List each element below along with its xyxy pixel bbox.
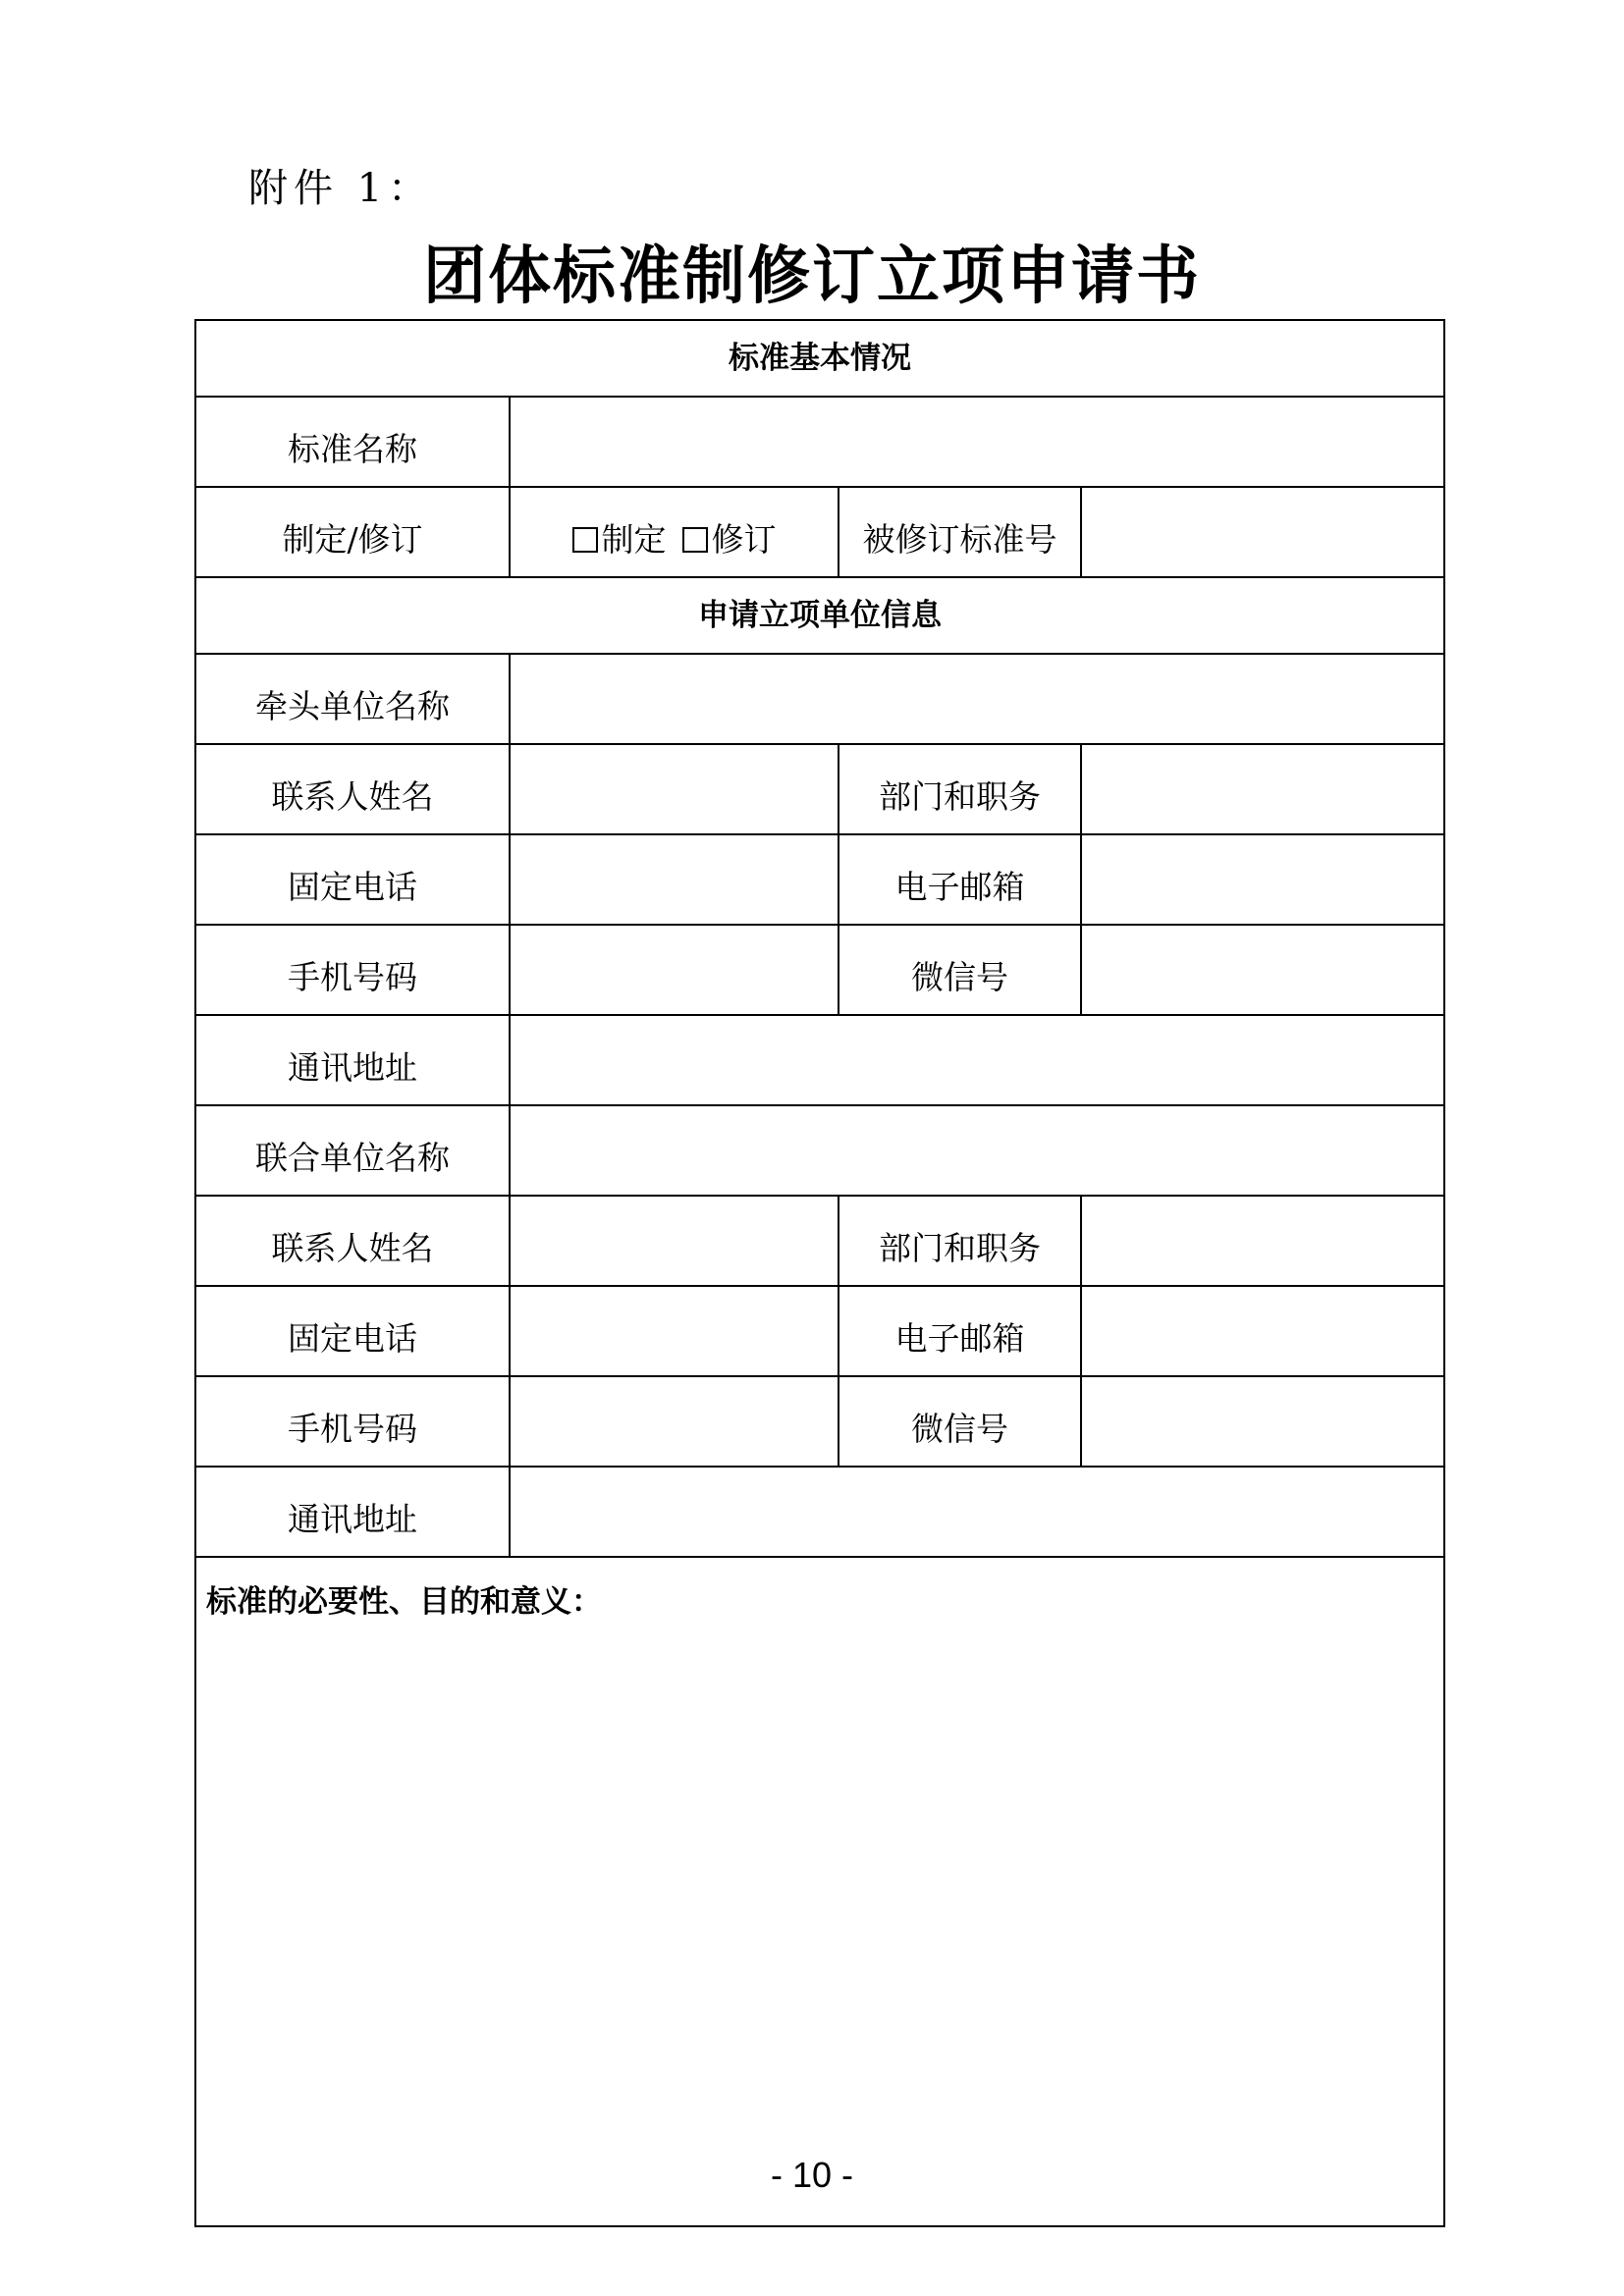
joint-mobile-label: 手机号码 bbox=[195, 1376, 510, 1467]
lead-wechat-label: 微信号 bbox=[839, 925, 1081, 1015]
joint-mobile-field[interactable] bbox=[510, 1376, 839, 1467]
joint-email-label: 电子邮箱 bbox=[839, 1286, 1081, 1376]
purpose-label: 标准的必要性、目的和意义： bbox=[206, 1584, 602, 1620]
standard-name-label: 标准名称 bbox=[195, 397, 510, 487]
application-form-table bbox=[194, 319, 1445, 2227]
joint-phone-label: 固定电话 bbox=[195, 1286, 510, 1376]
lead-email-label: 电子邮箱 bbox=[839, 834, 1081, 925]
lead-email-field[interactable] bbox=[1081, 834, 1444, 925]
checkbox-formulate[interactable] bbox=[572, 527, 598, 553]
joint-phone-row bbox=[195, 1286, 1444, 1376]
section-applicant-row bbox=[195, 577, 1444, 654]
revise-type-row bbox=[195, 487, 1444, 577]
section-basic-row bbox=[195, 320, 1444, 397]
attachment-label: 附件 1： bbox=[248, 166, 434, 211]
lead-unit-field[interactable] bbox=[510, 654, 1444, 744]
lead-mobile-label: 手机号码 bbox=[195, 925, 510, 1015]
lead-contact-name-row bbox=[195, 744, 1444, 834]
lead-contact-name-label: 联系人姓名 bbox=[195, 744, 510, 834]
joint-contact-name-label: 联系人姓名 bbox=[195, 1196, 510, 1286]
revise-type-options bbox=[510, 487, 839, 577]
revised-std-no-field[interactable] bbox=[1081, 487, 1444, 577]
lead-address-label: 通讯地址 bbox=[195, 1015, 510, 1105]
joint-contact-name-row bbox=[195, 1196, 1444, 1286]
standard-name-field[interactable] bbox=[510, 397, 1444, 487]
option-revise[interactable] bbox=[682, 519, 777, 559]
lead-wechat-field[interactable] bbox=[1081, 925, 1444, 1015]
purpose-row bbox=[195, 1557, 1444, 2226]
revise-type-label: 制定/修订 bbox=[195, 487, 510, 577]
lead-contact-name-field[interactable] bbox=[510, 744, 839, 834]
revised-std-no-label: 被修订标准号 bbox=[839, 487, 1081, 577]
joint-mobile-row bbox=[195, 1376, 1444, 1467]
joint-contact-dept-label: 部门和职务 bbox=[839, 1196, 1081, 1286]
option-revise-label: 修订 bbox=[711, 519, 777, 559]
lead-mobile-row bbox=[195, 925, 1444, 1015]
section-applicant-header: 申请立项单位信息 bbox=[195, 577, 1444, 654]
lead-address-row bbox=[195, 1015, 1444, 1105]
lead-phone-field[interactable] bbox=[510, 834, 839, 925]
joint-email-field[interactable] bbox=[1081, 1286, 1444, 1376]
joint-address-row bbox=[195, 1467, 1444, 1557]
lead-contact-dept-label: 部门和职务 bbox=[839, 744, 1081, 834]
lead-unit-row bbox=[195, 654, 1444, 744]
lead-unit-label: 牵头单位名称 bbox=[195, 654, 510, 744]
purpose-field[interactable] bbox=[195, 1557, 1444, 2226]
checkbox-revise[interactable] bbox=[682, 527, 708, 553]
section-basic-header: 标准基本情况 bbox=[195, 320, 1444, 397]
joint-unit-row bbox=[195, 1105, 1444, 1196]
standard-name-row bbox=[195, 397, 1444, 487]
lead-contact-dept-field[interactable] bbox=[1081, 744, 1444, 834]
joint-unit-label: 联合单位名称 bbox=[195, 1105, 510, 1196]
option-formulate-label: 制定 bbox=[601, 519, 667, 559]
option-formulate[interactable] bbox=[572, 519, 667, 559]
lead-address-field[interactable] bbox=[510, 1015, 1444, 1105]
joint-contact-dept-field[interactable] bbox=[1081, 1196, 1444, 1286]
joint-unit-field[interactable] bbox=[510, 1105, 1444, 1196]
lead-phone-label: 固定电话 bbox=[195, 834, 510, 925]
joint-phone-field[interactable] bbox=[510, 1286, 839, 1376]
document-title: 团体标准制修订立项申请书 bbox=[423, 240, 1201, 313]
lead-phone-row bbox=[195, 834, 1444, 925]
joint-address-label: 通讯地址 bbox=[195, 1467, 510, 1557]
joint-contact-name-field[interactable] bbox=[510, 1196, 839, 1286]
joint-wechat-field[interactable] bbox=[1081, 1376, 1444, 1467]
page-number: - 10 - bbox=[770, 2155, 854, 2195]
lead-mobile-field[interactable] bbox=[510, 925, 839, 1015]
joint-address-field[interactable] bbox=[510, 1467, 1444, 1557]
joint-wechat-label: 微信号 bbox=[839, 1376, 1081, 1467]
